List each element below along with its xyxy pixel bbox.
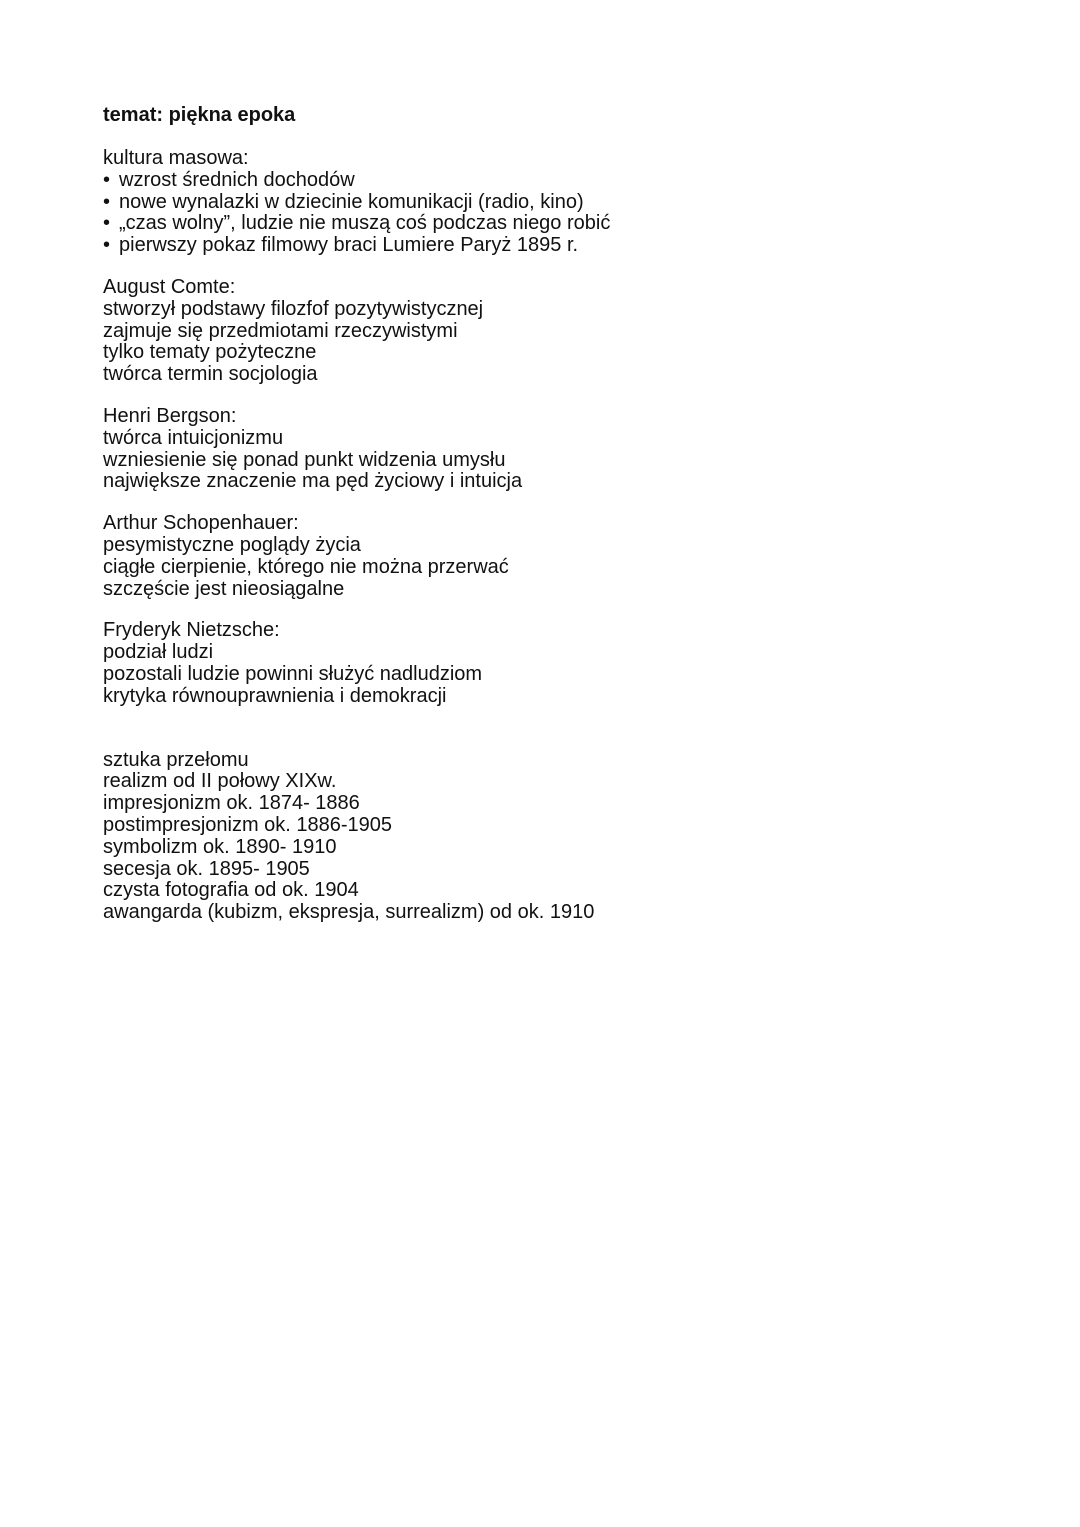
philosopher-note: szczęście jest nieosiągalne: [103, 577, 345, 600]
art-period: awangarda (kubizm, ekspresja, surrealizm) od ok. 1910: [103, 901, 595, 924]
spacer: [103, 728, 1003, 750]
list-item: [103, 235, 1003, 257]
culture-bullet-list: [103, 170, 1003, 257]
art-heading: sztuka przełomu: [103, 748, 249, 771]
philosopher-note: wzniesienie się ponad punkt widzenia umysłu: [103, 448, 506, 471]
philosopher-schopenhauer: [103, 513, 1003, 600]
philosopher-bergson: [103, 406, 1003, 493]
philosopher-note: pozostali ludzie powinni służyć nadludziom: [103, 662, 483, 685]
philosopher-name: Arthur Schopenhauer:: [103, 512, 299, 535]
list-item: [103, 170, 1003, 192]
list-item-text: nowe wynalazki w dziecinie komunikacji (radio, kino): [119, 190, 584, 213]
art-section: [103, 750, 1003, 924]
art-period: realizm od II połowy XIXw.: [103, 770, 337, 793]
philosopher-note: zajmuje się przedmiotami rzeczywistymi: [103, 319, 458, 342]
philosopher-note: największe znaczenie ma pęd życiowy i intuicja: [103, 470, 523, 493]
art-period: postimpresjonizm ok. 1886-1905: [103, 813, 393, 836]
philosopher-note: ciągłe cierpienie, którego nie można przerwać: [103, 555, 509, 578]
art-period: symbolizm ok. 1890- 1910: [103, 835, 337, 858]
philosopher-name: Fryderyk Nietzsche:: [103, 619, 280, 642]
art-period: czysta fotografia od ok. 1904: [103, 879, 359, 902]
bullet-icon: •: [103, 212, 111, 235]
philosopher-name: August Comte:: [103, 275, 236, 298]
bullet-icon: •: [103, 168, 111, 191]
bullet-icon: •: [103, 234, 111, 257]
document-title: temat: piękna epoka: [103, 104, 296, 126]
philosopher-note: krytyka równouprawnienia i demokracji: [103, 684, 447, 707]
philosopher-name: Henri Bergson:: [103, 404, 237, 427]
art-period: secesja ok. 1895- 1905: [103, 857, 310, 880]
list-item: [103, 192, 1003, 214]
philosopher-note: twórca intuicjonizmu: [103, 426, 284, 449]
philosopher-nietzsche: [103, 620, 1003, 707]
list-item-text: pierwszy pokaz filmowy braci Lumiere Paryż 1895 r.: [119, 234, 579, 257]
philosopher-note: twórca termin socjologia: [103, 363, 318, 386]
culture-section: [103, 148, 1003, 257]
philosopher-note: tylko tematy pożyteczne: [103, 341, 317, 364]
philosopher-comte: [103, 277, 1003, 386]
bullet-icon: •: [103, 190, 111, 213]
list-item-text: „czas wolny”, ludzie nie muszą coś podczas niego robić: [119, 212, 611, 235]
list-item: [103, 213, 1003, 235]
philosopher-note: stworzył podstawy filozfof pozytywistycznej: [103, 297, 484, 320]
art-period: impresjonizm ok. 1874- 1886: [103, 792, 360, 815]
philosopher-note: podział ludzi: [103, 641, 214, 664]
list-item-text: wzrost średnich dochodów: [119, 168, 355, 191]
philosopher-note: pesymistyczne poglądy życia: [103, 533, 361, 556]
document-page: [103, 103, 1003, 944]
culture-heading: kultura masowa:: [103, 147, 249, 169]
